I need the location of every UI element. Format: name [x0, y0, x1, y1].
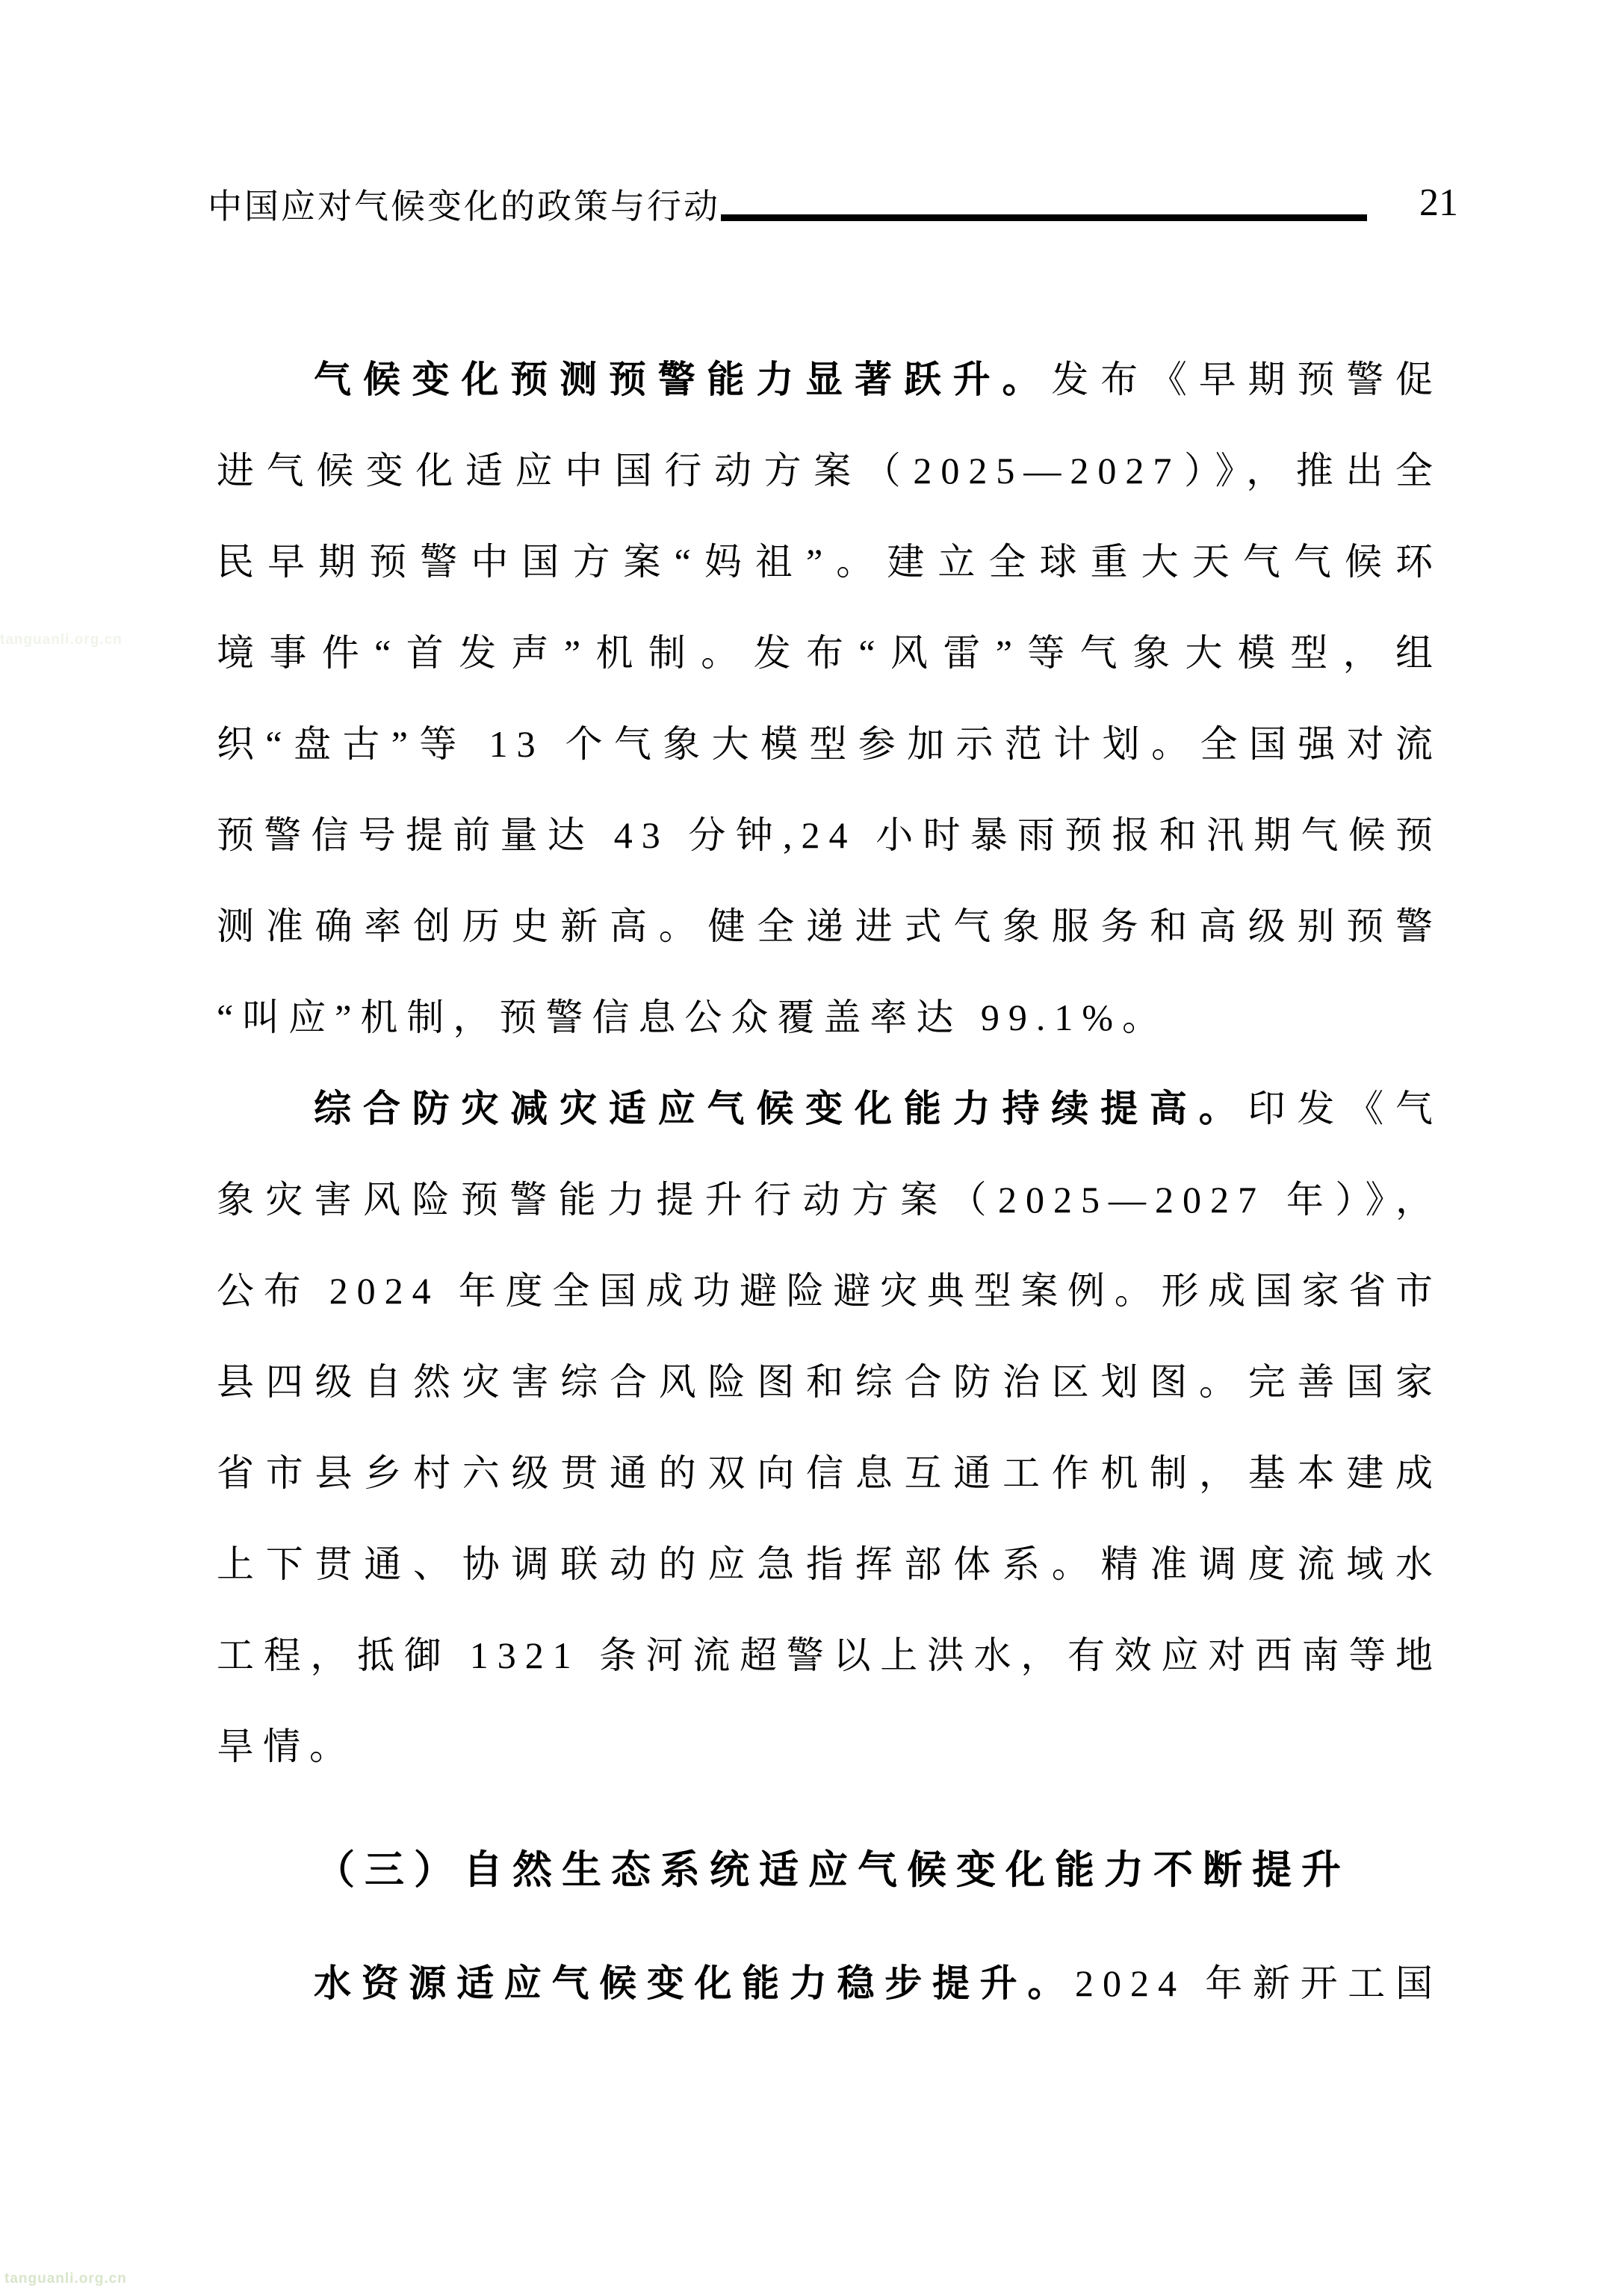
paragraph-text: 工程，抵御 1321 条河流超警以上洪水，有效应对西南等地	[217, 1634, 1442, 1676]
text-line	[217, 972, 1442, 1063]
text-line	[217, 1610, 1442, 1701]
watermark-mid-left: tanguanli.org.cn	[0, 632, 123, 648]
body-text-block	[217, 334, 1442, 2029]
paragraph-text: 旱情。	[217, 1726, 356, 1767]
text-line	[217, 607, 1442, 698]
text-line	[217, 334, 1442, 425]
paragraph-text: “叫应”机制，预警信息公众覆盖率达 99.1%。	[217, 996, 1169, 1038]
watermark-bottom-left: tanguanli.org.cn	[4, 2271, 127, 2287]
paragraph-lead-bold: 综合防灾减灾适应气候变化能力持续提高。	[314, 1088, 1248, 1129]
paragraph-lead-bold: 气候变化预测预警能力显著跃升。	[314, 359, 1052, 400]
text-line	[217, 516, 1442, 607]
paragraph-text: 发布《早期预警促	[1051, 359, 1442, 400]
paragraph-lead-bold: 水资源适应气候变化能力稳步提升。	[314, 1962, 1076, 2004]
paragraph-text: 预警信号提前量达 43 分钟,24 小时暴雨预报和汛期气候预	[217, 814, 1442, 856]
page-number: 21	[1419, 182, 1458, 224]
section-heading: （三）自然生态系统适应气候变化能力不断提升	[315, 1848, 1351, 1892]
text-line	[217, 1701, 1442, 1792]
header-rule-divider	[721, 214, 1367, 221]
text-line	[217, 1938, 1442, 2029]
paragraph-text: 印发《气	[1248, 1088, 1442, 1129]
text-line	[217, 1245, 1442, 1336]
paragraph-text: 测准确率创历史新高。健全递进式气象服务和高级别预警	[217, 905, 1442, 947]
text-line	[217, 790, 1442, 881]
paragraph-text: 织“盘古”等 13 个气象大模型参加示范计划。全国强对流	[217, 723, 1442, 765]
paragraph-text: 省市县乡村六级贯通的双向信息互通工作机制，基本建成	[217, 1452, 1442, 1494]
paragraph-text: 境事件“首发声”机制。发布“风雷”等气象大模型，组	[217, 632, 1442, 674]
text-line	[217, 1154, 1442, 1245]
paragraph-text: 县四级自然灾害综合风险图和综合防治区划图。完善国家	[217, 1361, 1442, 1403]
text-line	[217, 881, 1442, 972]
paragraph-text: 民早期预警中国方案“妈祖”。建立全球重大天气气候环	[217, 541, 1442, 583]
text-line	[217, 1427, 1442, 1519]
paragraph-text: 进气候变化适应中国行动方案（2025—2027）》，推出全	[217, 450, 1442, 492]
paragraph-text: 公布 2024 年度全国成功避险避灾典型案例。形成国家省市	[217, 1270, 1442, 1312]
running-header-title: 中国应对气候变化的政策与行动	[208, 187, 720, 226]
text-line	[217, 698, 1442, 790]
text-line	[217, 1063, 1442, 1154]
paragraph-text: 上下贯通、协调联动的应急指挥部体系。精准调度流域水	[217, 1543, 1442, 1585]
text-line	[217, 1336, 1442, 1427]
text-line	[217, 425, 1442, 516]
paragraph-text: 象灾害风险预警能力提升行动方案（2025—2027 年）》，	[217, 1179, 1442, 1221]
paragraph-text: 2024 年新开工国	[1075, 1962, 1442, 2004]
text-line	[217, 1519, 1442, 1610]
